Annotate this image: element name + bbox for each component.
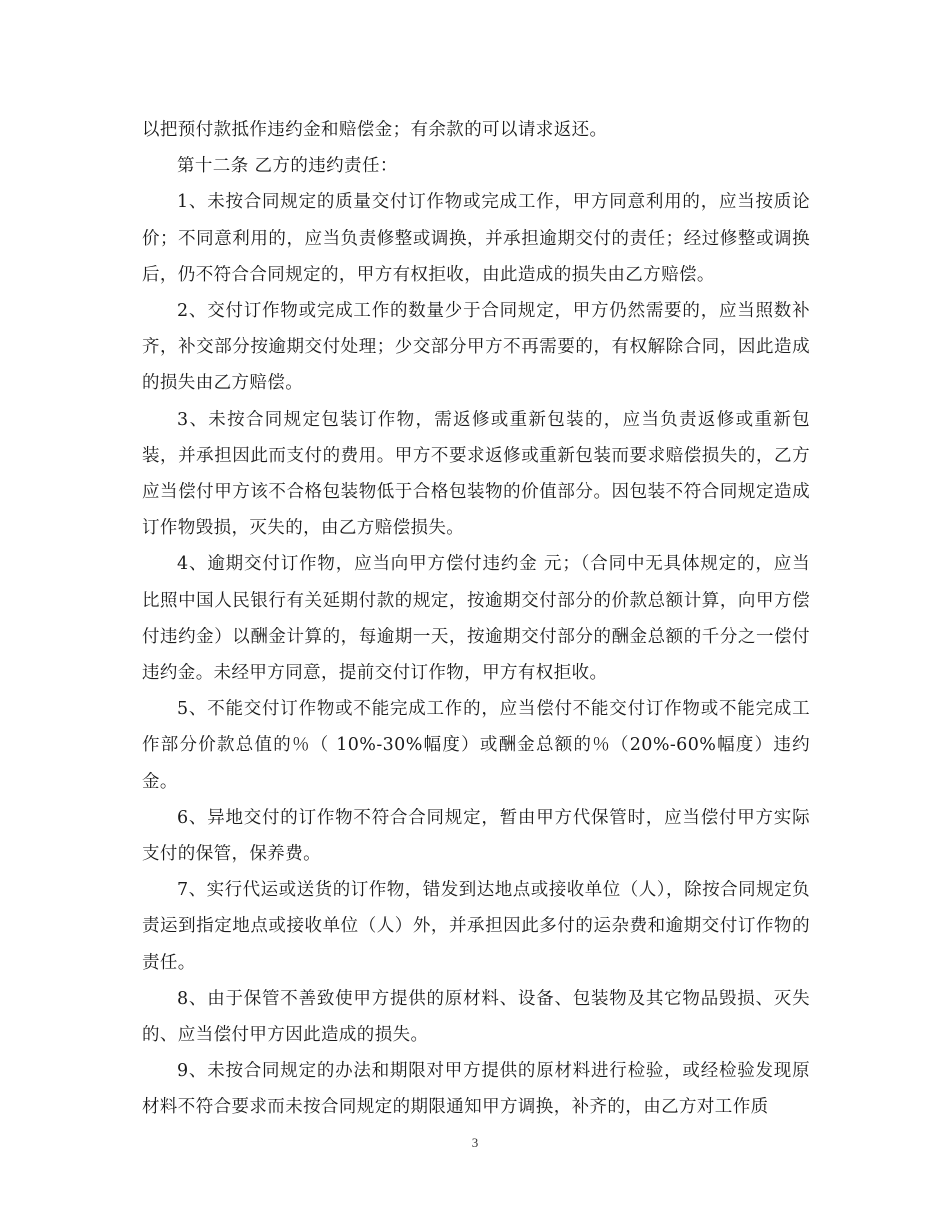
paragraph-continuation: 以把预付款抵作违约金和赔偿金；有余款的可以请求返还。 [142, 120, 608, 140]
clause-7: 7、实行代运或送货的订作物，错发到达地点或接收单位（人），除按合同规定负责运到指定地点或接收单位（人）外，并承担因此多付的运杂费和逾期交付订作物的责任。 [142, 880, 810, 973]
clause-2: 2、交付订作物或完成工作的数量少于合同规定，甲方仍然需要的，应当照数补齐，补交部分按逾期交付处理；少交部分甲方不再需要的，有权解除合同，因此造成的损失由乙方赔偿。 [142, 301, 810, 394]
page-number: 3 [471, 1135, 479, 1150]
document-body [142, 112, 810, 1126]
clause-8: 8、由于保管不善致使甲方提供的原材料、设备、包装物及其它物品毁损、灭失的、应当偿付甲方因此造成的损失。 [142, 988, 810, 1046]
clause-3: 3、未按合同规定包装订作物，需返修或重新包装的，应当负责返修或重新包装，并承担因此而支付的费用。甲方不要求返修或重新包装而要求赔偿损失的，乙方应当偿付甲方该不合格包装物低于合格包装物的价值部分。因包装不符合同规定造成订作物毁损，灭失的，由乙方赔偿损失。 [142, 409, 810, 539]
clause-4: 4、逾期交付订作物，应当向甲方偿付违约金 元；（合同中无具体规定的，应当比照中国人民银行有关延期付款的规定，按逾期交付部分的价款总额计算，向甲方偿付违约金）以酬金计算的，每逾期一天，按逾期交付部分的酬金总额的千分之一偿付违约金。未经甲方同意，提前交付订作物，甲方有权拒收。 [142, 554, 810, 684]
article-heading: 第十二条 乙方的违约责任： [177, 156, 398, 177]
clause-6: 6、异地交付的订作物不符合合同规定，暂由甲方代保管时，应当偿付甲方实际支付的保管，保养费。 [142, 807, 810, 865]
clause-5: 5、不能交付订作物或不能完成工作的，应当偿付不能交付订作物或不能完成工作部分价款总值的％（ 10%-30%幅度）或酬金总额的％（20%-60%幅度）违约金。 [142, 699, 810, 792]
clause-1: 1、未按合同规定的质量交付订作物或完成工作，甲方同意利用的，应当按质论价；不同意利用的，应当负责修整或调换，并承担逾期交付的责任；经过修整或调换后，仍不符合合同规定的，甲方有权拒收，由此造成的损失由乙方赔偿。 [142, 192, 810, 285]
clause-9: 9、未按合同规定的办法和期限对甲方提供的原材料进行检验，或经检验发现原材料不符合要求而未按合同规定的期限通知甲方调换，补齐的，由乙方对工作质 [142, 1061, 810, 1118]
